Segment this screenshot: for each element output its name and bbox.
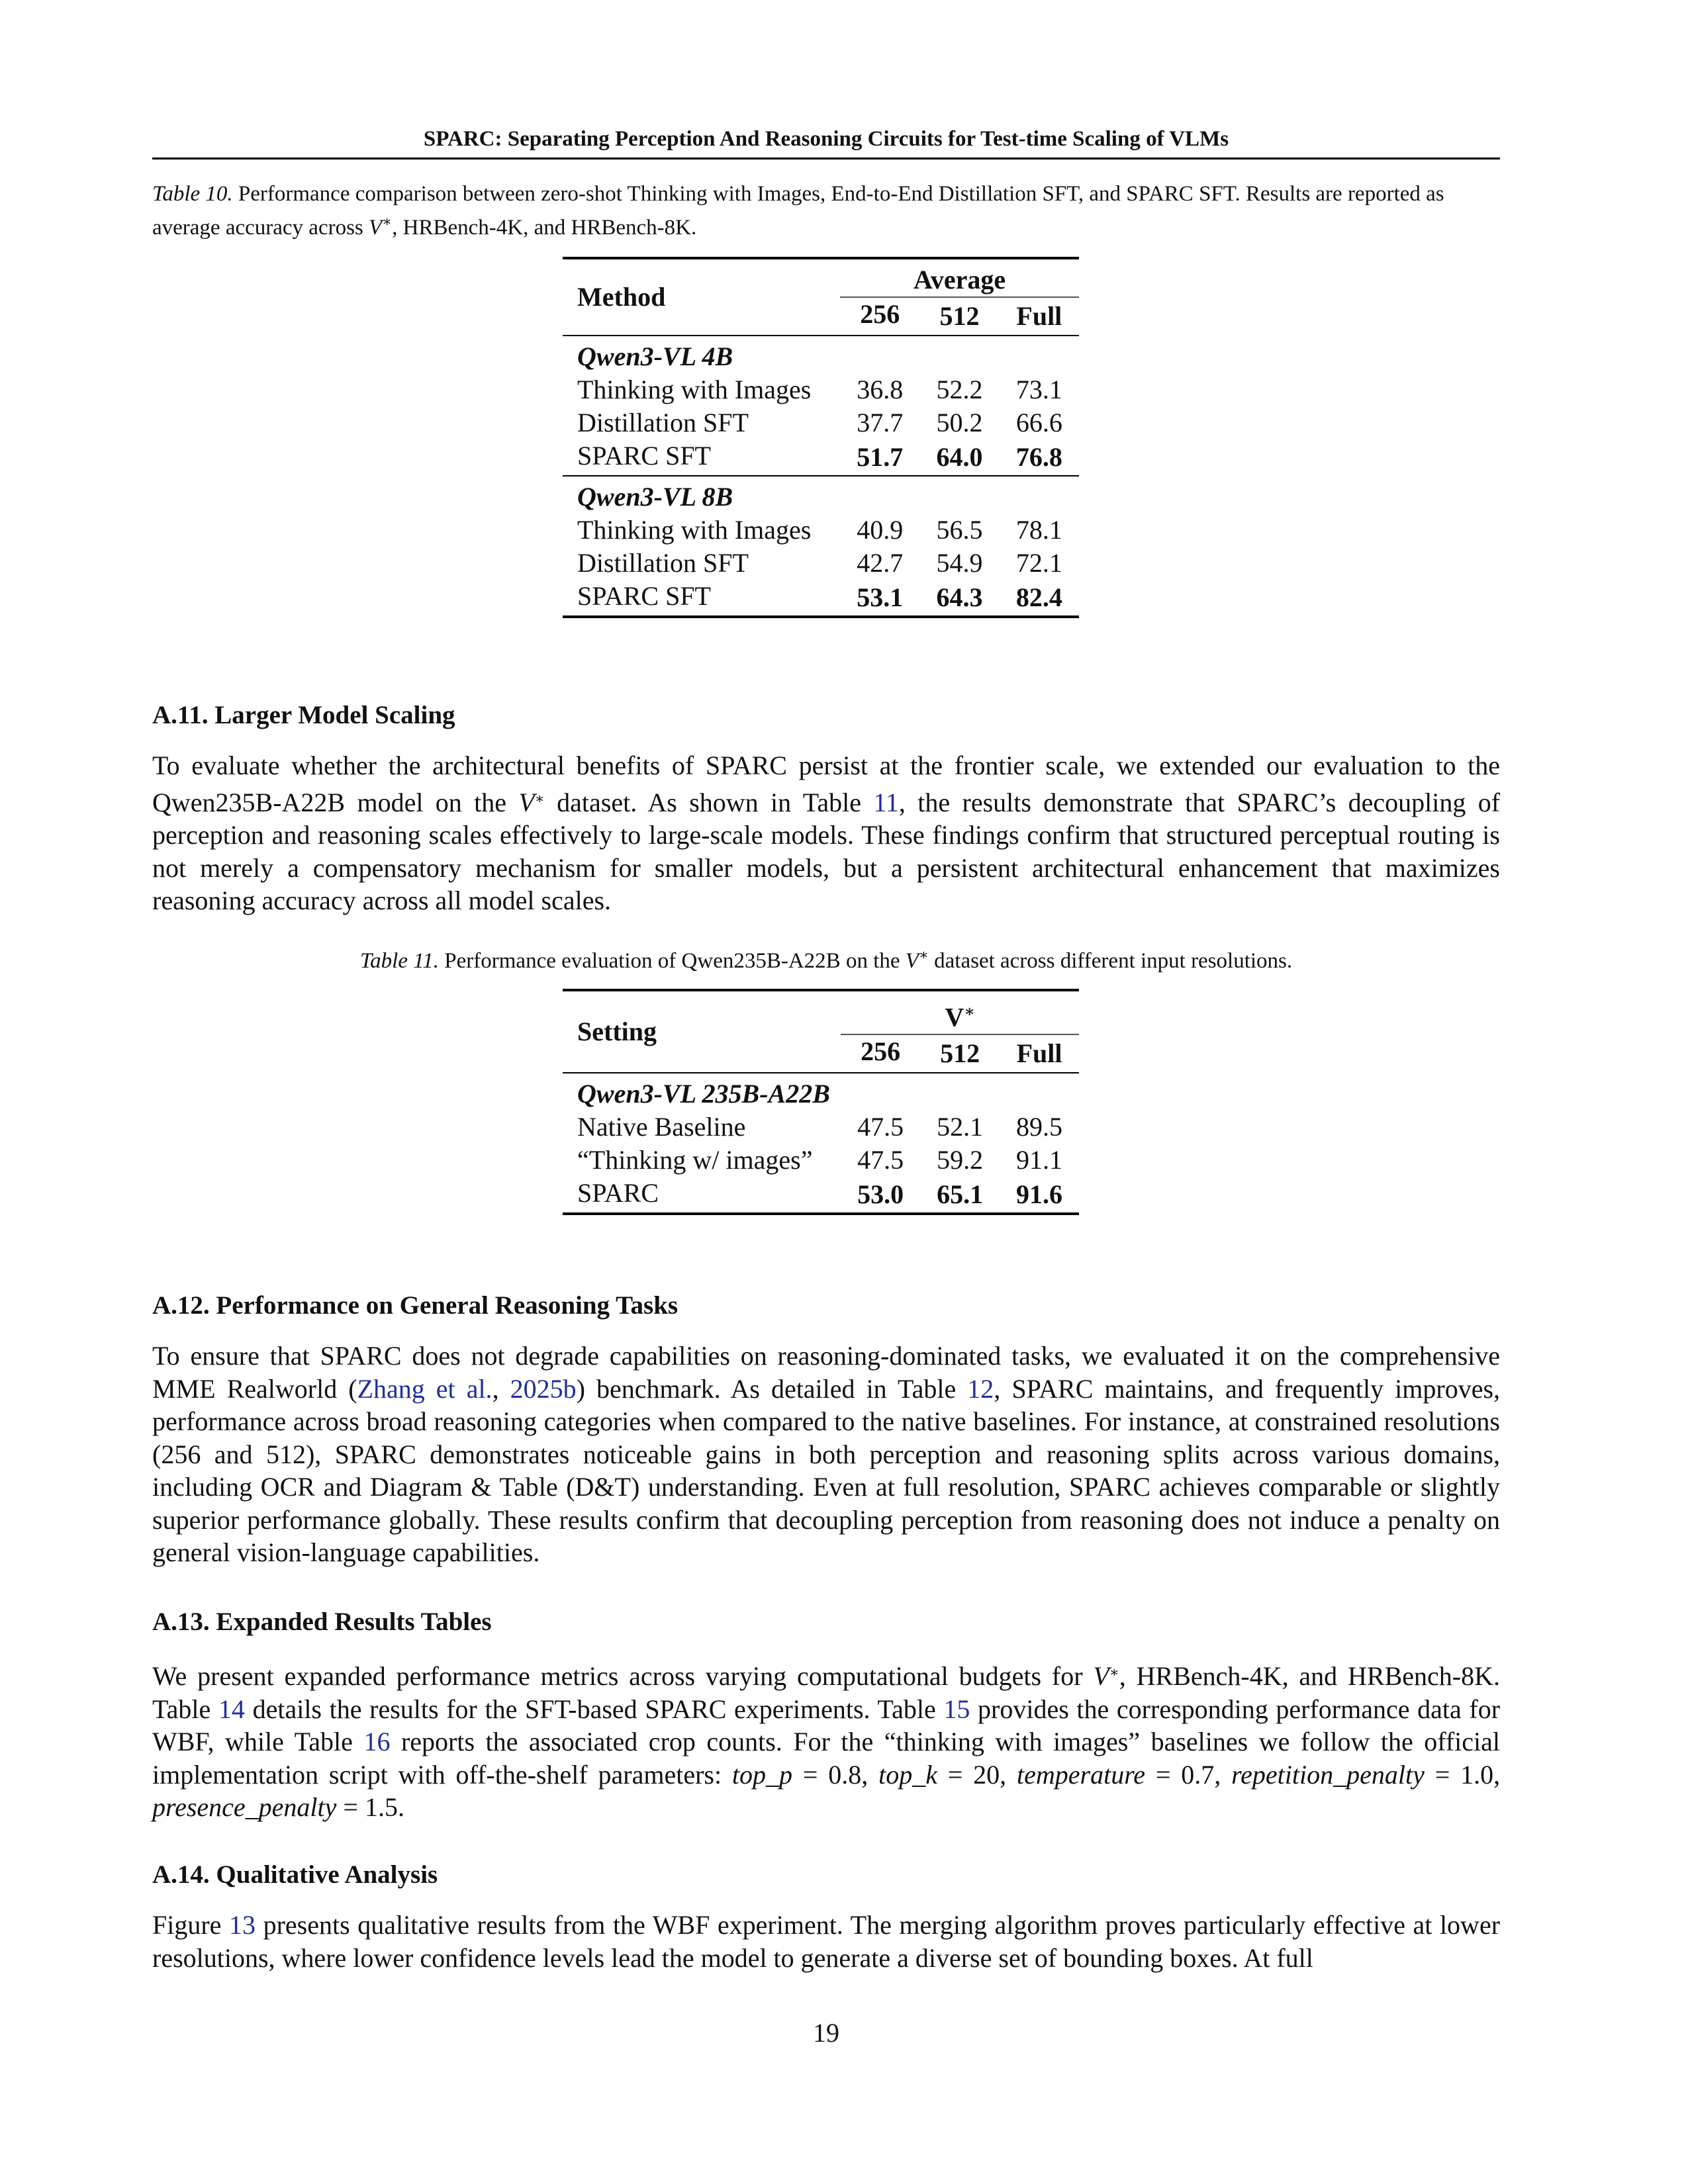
paragraph-a12: To ensure that SPARC does not degrade capabilities on reasoning-dominated tasks, we evaluated it on the comprehensive MME Realworld (Zhang et al., 2025b) benchmark. As detailed in Table 12, SPARC maintains, and frequently improves, performance across broad reasoning categories when compared to the native baselines. For instance, at constrained resolutions (256 and 512), SPARC demonstrates noticeable gains in both perception and reasoning splits across various domains, including OCR and Diagram & Table (D&T) understanding. Even at full resolution, SPARC achieves comparable or slightly superior performance globally. These results confirm that decoupling perception from reasoning does not induce a penalty on general vision-language capabilities. <box>152 1341 1501 1567</box>
math-param: top_k <box>878 1759 937 1790</box>
cell-value: 91.1 <box>1016 1145 1063 1175</box>
table-reference-link[interactable]: 15 <box>943 1694 970 1724</box>
cell-value-best: 64.3 <box>919 580 999 617</box>
group-label-qwen3-vl-235b: Qwen3-VL 235B-A22B <box>563 1073 1079 1111</box>
table-reference-link[interactable]: 14 <box>218 1694 245 1724</box>
math-param: presence_penalty <box>152 1792 337 1822</box>
table-row <box>563 406 1079 439</box>
caption-text: , HRBench-4K, and HRBench-8K. <box>392 216 697 240</box>
cell-value: 66.6 <box>1015 408 1062 437</box>
table-row <box>563 1111 1079 1144</box>
cell-value: 50.2 <box>936 408 983 437</box>
cell-value: 52.1 <box>937 1112 984 1142</box>
row-label: Thinking with Images <box>577 515 812 545</box>
table-11 <box>563 989 1079 1215</box>
table-row <box>563 514 1079 547</box>
group-label-qwen3-vl-4b: Qwen3-VL 4B <box>563 336 1079 373</box>
table-10-caption <box>152 180 1500 242</box>
cell-value-best: 82.4 <box>1000 580 1079 617</box>
v-star-symbol: V∗ <box>518 787 545 817</box>
table-row <box>563 1177 1079 1214</box>
group-label-qwen3-vl-8b: Qwen3-VL 8B <box>563 476 1079 514</box>
row-label: SPARC <box>563 1177 841 1214</box>
cell-value: 36.8 <box>857 375 904 404</box>
cell-value: 47.5 <box>857 1112 904 1142</box>
row-label: Thinking with Images <box>577 375 812 404</box>
cell-value-best: 51.7 <box>857 442 904 472</box>
table-reference-link[interactable]: 16 <box>363 1727 391 1756</box>
citation-year-link[interactable]: 2025b <box>510 1373 577 1404</box>
v-star-symbol: V∗ <box>1093 1661 1119 1691</box>
col-group-average: Average <box>840 258 1079 297</box>
cell-value: 40.9 <box>857 515 904 545</box>
cell-value-best: 53.1 <box>840 580 919 617</box>
figure-reference-link[interactable]: 13 <box>229 1910 256 1940</box>
cell-value-best: 91.6 <box>1000 1177 1079 1214</box>
table-row <box>563 1144 1079 1177</box>
caption-text: Performance comparison between zero-shot Thinking with Images, End-to-End Distillation SFT, and SPARC SFT. Results are reported as average accuracy across <box>152 182 1444 240</box>
caption-label: Table 10. <box>152 182 233 206</box>
col-group-vstar: V∗ <box>841 990 1079 1034</box>
cell-value-best: 53.0 <box>841 1177 920 1214</box>
cell-value-best: 76.8 <box>1015 442 1062 472</box>
paragraph-a11: To evaluate whether the architectural benefits of SPARC persist at the frontier scale, we extended our evaluation to the Qwen235B-A22B model on the V∗ dataset. As shown in Table 11, the results demonstrate that SPARC’s decoupling of perception and reasoning scales effectively to large-scale models. These findings confirm that structured perceptual routing is not merely a compensatory mechanism for smaller models, but a persistent architectural enhancement that maximizes reasoning accuracy across all model scales. <box>152 751 1501 915</box>
col-header-setting: Setting <box>563 990 841 1073</box>
table-reference-link[interactable]: 11 <box>873 787 899 817</box>
col-header-512: 512 <box>940 1038 980 1069</box>
table-row <box>563 580 1079 617</box>
table-row <box>563 373 1079 406</box>
v-star-symbol: V∗ <box>369 213 393 240</box>
page-number: 19 <box>813 2018 839 2048</box>
cell-value: 72.1 <box>1015 548 1062 578</box>
caption-text: dataset across different input resolutions. <box>934 949 1293 973</box>
row-label: SPARC SFT <box>563 580 840 617</box>
table-11-caption <box>152 941 1500 975</box>
caption-label: Table 11. <box>359 949 440 973</box>
cell-value: 78.1 <box>1015 515 1062 545</box>
table-row <box>563 439 1079 476</box>
math-param: repetition_penalty <box>1231 1759 1425 1790</box>
section-title-a14: A.14. Qualitative Analysis <box>152 1860 438 1889</box>
cell-value: 89.5 <box>1016 1112 1063 1142</box>
cell-value: 42.7 <box>857 548 904 578</box>
col-header-512: 512 <box>939 301 980 331</box>
section-title-a13: A.13. Expanded Results Tables <box>152 1608 492 1636</box>
cell-value-best: 65.1 <box>920 1177 1000 1214</box>
running-title: SPARC: Separating Perception And Reasoning Circuits for Test-time Scaling of VLMs <box>152 126 1500 159</box>
paragraph-a14: Figure 13 presents qualitative results from the WBF experiment. The merging algorithm proves particularly effective at lower resolutions, where lower confidence levels lead the model to generate a diverse set of bounding boxes. At full <box>152 1910 1501 1973</box>
math-param: temperature <box>1017 1759 1146 1790</box>
row-label: Distillation SFT <box>577 548 749 578</box>
cell-value: 52.2 <box>936 375 983 404</box>
caption-text: Performance evaluation of Qwen235B-A22B on the <box>444 949 900 973</box>
cell-value: 56.5 <box>936 515 983 545</box>
row-label: Native Baseline <box>577 1112 746 1142</box>
citation-link[interactable]: Zhang et al. <box>357 1373 492 1404</box>
col-header-method: Method <box>563 258 840 336</box>
paragraph-a13: We present expanded performance metrics across varying computational budgets for V∗, HRBench-4K, and HRBench-8K. Table 14 details the results for the SFT-based SPARC experiments. Table 15 provides the corresponding performance data for WBF, while Table 16 reports the associated crop counts. For the “thinking with images” baselines we follow the official implementation script with off-the-shelf parameters: top_p = 0.8, top_k = 20, temperature = 0.7, repetition_penalty = 1.0, presence_penalty = 1.5. <box>152 1661 1501 1822</box>
row-label: “Thinking w/ images” <box>577 1145 813 1175</box>
table-row <box>563 547 1079 580</box>
cell-value: 47.5 <box>857 1145 904 1175</box>
section-title-a12: A.12. Performance on General Reasoning Tasks <box>152 1291 679 1320</box>
cell-value: 59.2 <box>937 1145 984 1175</box>
table-reference-link[interactable]: 12 <box>967 1373 994 1404</box>
section-title-a11: A.11. Larger Model Scaling <box>152 701 455 729</box>
col-header-256: 256 <box>861 1036 901 1067</box>
v-star-symbol: V∗ <box>905 946 929 973</box>
col-header-full: Full <box>1016 1038 1062 1069</box>
cell-value-best: 64.0 <box>936 442 983 472</box>
col-header-full: Full <box>1016 301 1062 331</box>
math-param: top_p <box>731 1759 793 1790</box>
row-label: SPARC SFT <box>577 441 711 471</box>
table-10 <box>563 257 1079 618</box>
cell-value: 54.9 <box>936 548 983 578</box>
cell-value: 73.1 <box>1015 375 1062 404</box>
cell-value: 37.7 <box>857 408 904 437</box>
col-header-256: 256 <box>860 299 900 329</box>
row-label: Distillation SFT <box>577 408 749 437</box>
